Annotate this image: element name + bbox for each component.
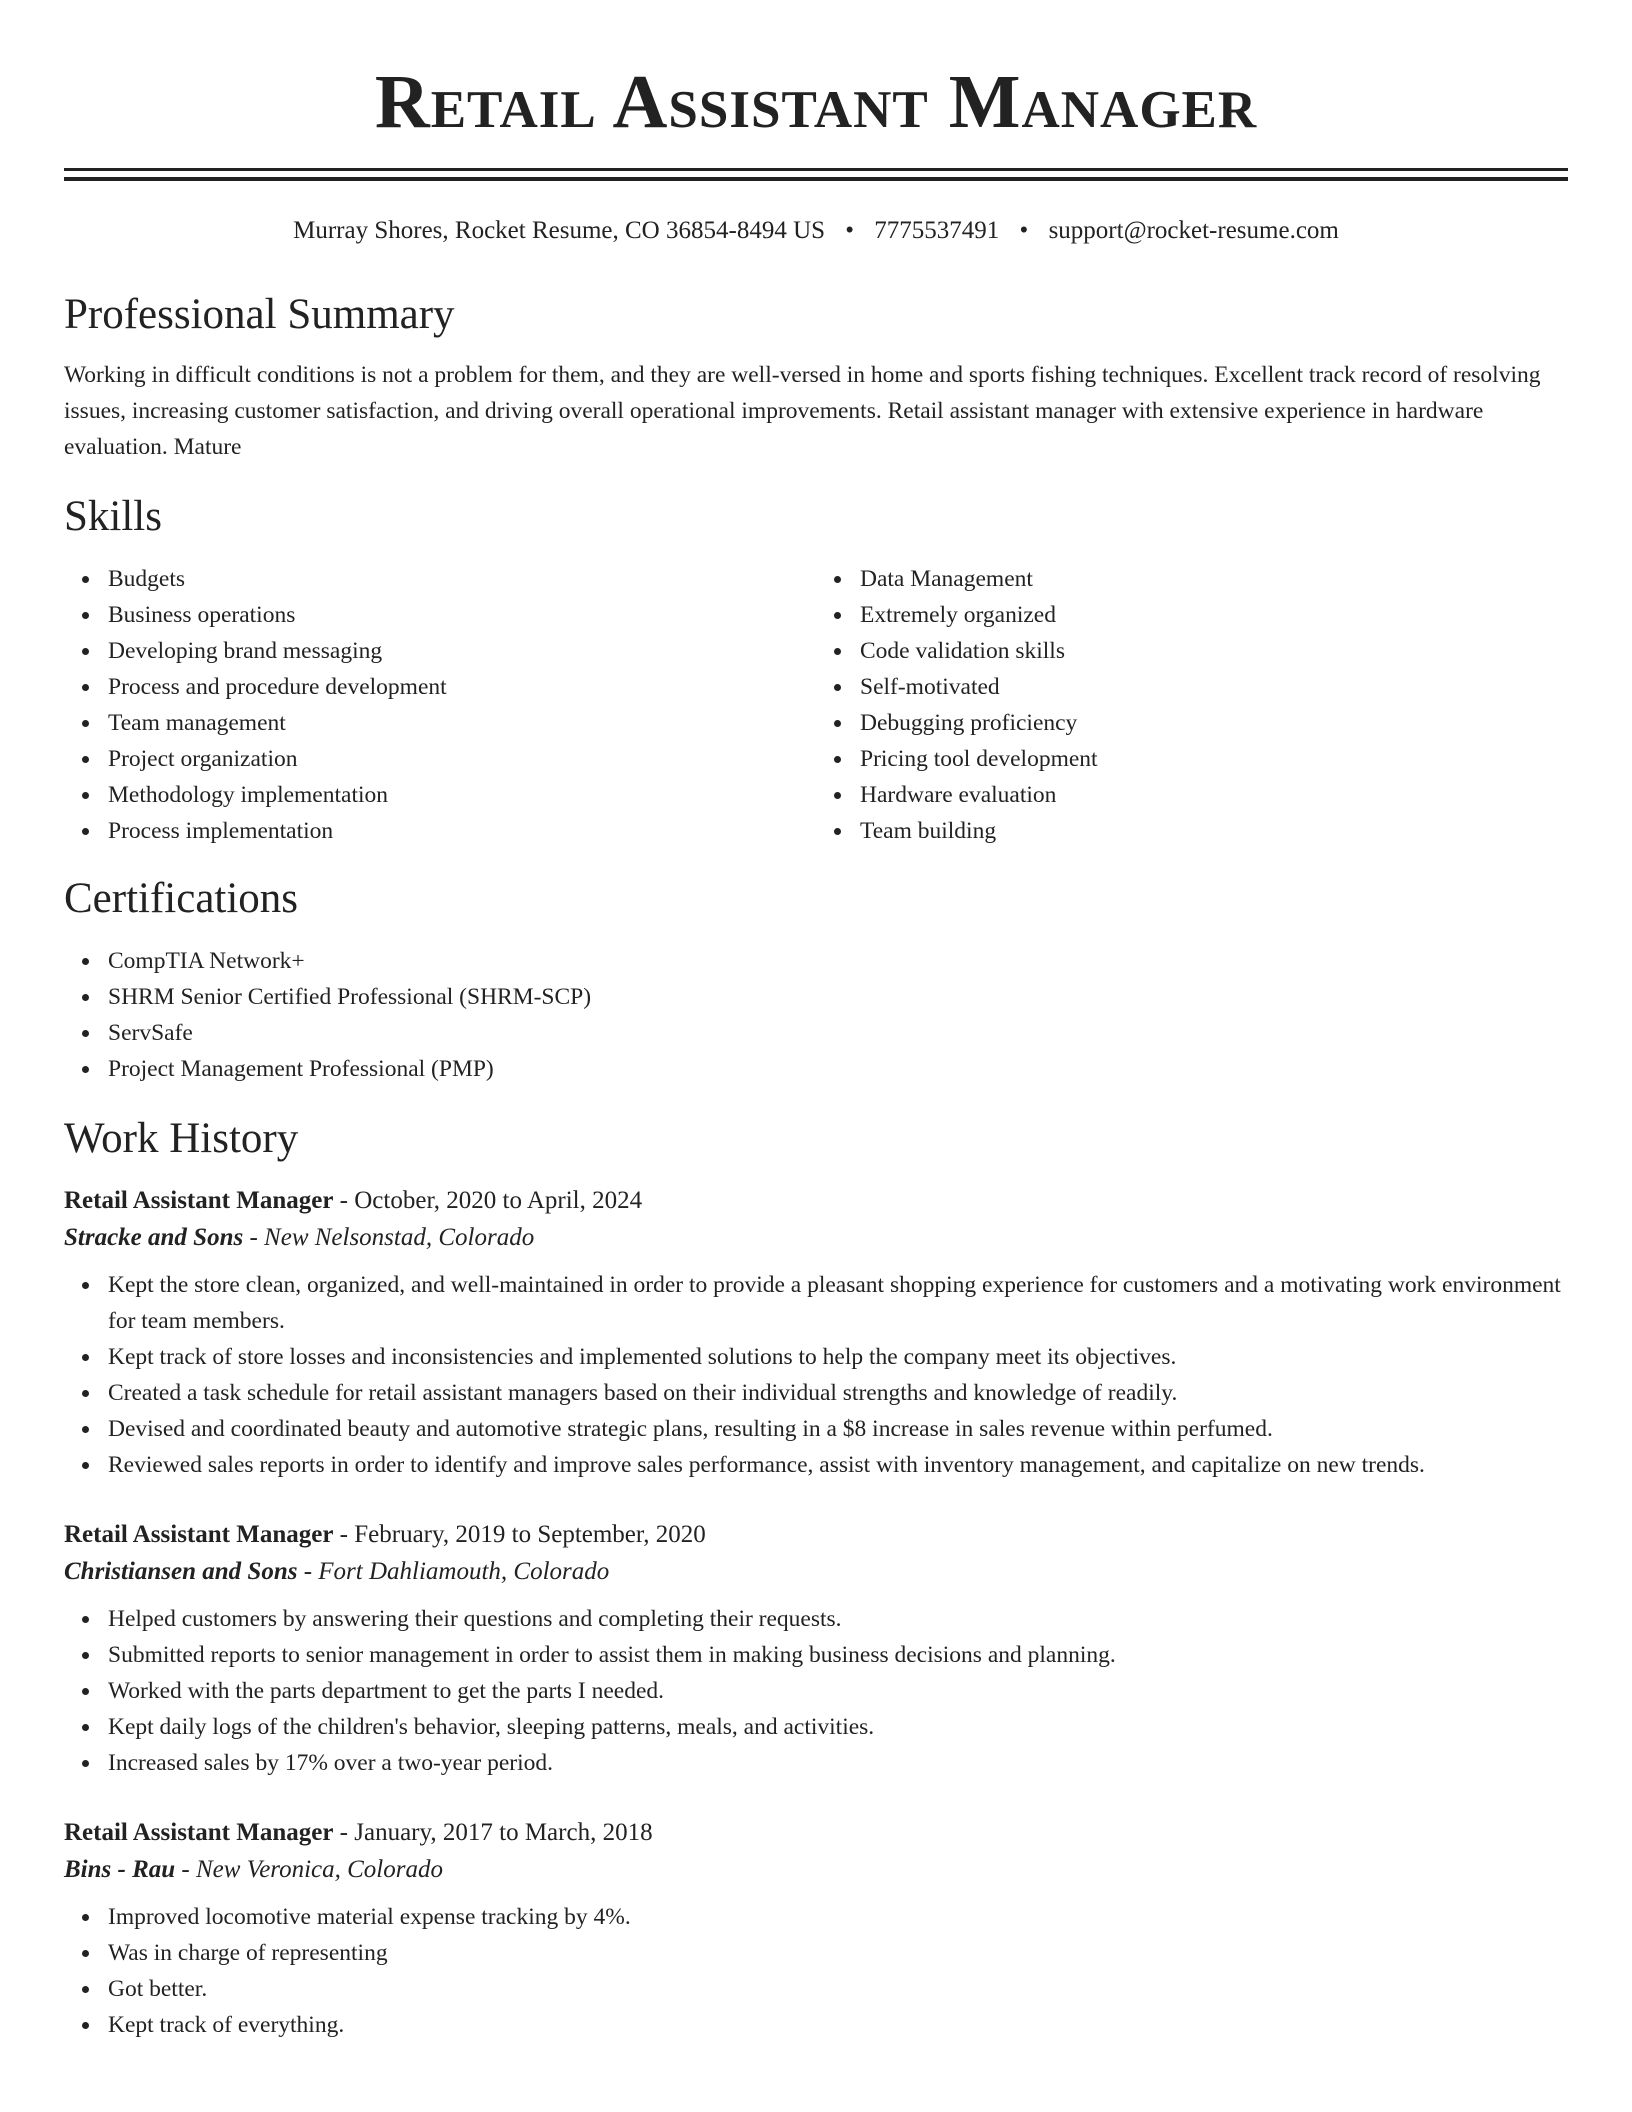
job-entry: [64, 1183, 1568, 1483]
skill-item: Self-motivated: [860, 669, 1568, 705]
skills-heading: Skills: [64, 493, 162, 540]
certification-item: SHRM Senior Certified Professional (SHRM-SCP): [108, 979, 1568, 1015]
job-company: Bins - Rau: [64, 1856, 176, 1883]
job-title-line: [64, 1815, 1568, 1851]
job-bullet: Kept track of store losses and inconsistencies and implemented solutions to help the company meet its objectives.: [108, 1339, 1568, 1375]
job-bullet: Was in charge of representing: [108, 1935, 1568, 1971]
skill-item: Project organization: [108, 741, 816, 777]
job-dates: - January, 2017 to March, 2018: [333, 1819, 653, 1846]
skill-item: Developing brand messaging: [108, 633, 816, 669]
job-location: - New Nelsonstad, Colorado: [243, 1224, 535, 1251]
job-company-line: [64, 1553, 1568, 1591]
certification-item: CompTIA Network+: [108, 943, 1568, 979]
rule-line-bottom: [64, 177, 1568, 181]
job-bullet: Devised and coordinated beauty and automotive strategic plans, resulting in a $8 increase in sales revenue within perfumed.: [108, 1411, 1568, 1447]
contact-address: Murray Shores, Rocket Resume, CO 36854-8494 US: [293, 217, 826, 244]
job-role: Retail Assistant Manager: [64, 1187, 334, 1214]
job-bullet: Kept the store clean, organized, and well-maintained in order to provide a pleasant shopping experience for customers and a motivating work environment for team members.: [108, 1267, 1568, 1339]
skills-list-right: [816, 561, 1568, 849]
certifications-list: [64, 943, 1568, 1087]
skill-item: Hardware evaluation: [860, 777, 1568, 813]
job-bullet: Created a task schedule for retail assistant managers based on their individual strengths and knowledge of readily.: [108, 1375, 1568, 1411]
skill-item: Business operations: [108, 597, 816, 633]
job-company-line: [64, 1219, 1568, 1257]
job-entry: [64, 1815, 1568, 2043]
contact-separator: •: [1019, 217, 1029, 244]
job-bullet: Increased sales by 17% over a two-year period.: [108, 1745, 1568, 1781]
job-bullets: [64, 1601, 1568, 1781]
skill-item: Budgets: [108, 561, 816, 597]
contact-line: [64, 215, 1568, 247]
skill-item: Team building: [860, 813, 1568, 849]
skill-item: Code validation skills: [860, 633, 1568, 669]
job-company-line: [64, 1851, 1568, 1889]
summary-text: Working in difficult conditions is not a problem for them, and they are well-versed in home and sports fishing techniques. Excellent track record of resolving issues, increasing customer satisfaction, and driving overall operational improvements. Retail assistant manager with extensive experience in hardware evaluation. Mature: [64, 362, 1541, 460]
skills-columns: [64, 561, 1568, 849]
job-bullet: Worked with the parts department to get the parts I needed.: [108, 1673, 1568, 1709]
contact-phone: 7775537491: [874, 217, 1000, 244]
skill-item: Process and procedure development: [108, 669, 816, 705]
job-role: Retail Assistant Manager: [64, 1521, 334, 1548]
job-bullet: Submitted reports to senior management in order to assist them in making business decisions and planning.: [108, 1637, 1568, 1673]
job-entry: [64, 1517, 1568, 1781]
certification-item: ServSafe: [108, 1015, 1568, 1051]
skill-item: Methodology implementation: [108, 777, 816, 813]
job-bullet: Improved locomotive material expense tracking by 4%.: [108, 1899, 1568, 1935]
job-bullet: Kept track of everything.: [108, 2007, 1568, 2043]
skill-item: Extremely organized: [860, 597, 1568, 633]
contact-email: support@rocket-resume.com: [1048, 217, 1339, 244]
job-bullets: [64, 1267, 1568, 1483]
job-dates: - October, 2020 to April, 2024: [333, 1187, 643, 1214]
skill-item: Team management: [108, 705, 816, 741]
job-company: Christiansen and Sons: [64, 1558, 298, 1585]
job-location: - Fort Dahliamouth, Colorado: [297, 1558, 610, 1585]
work-history-heading: Work History: [64, 1115, 299, 1162]
job-bullet: Reviewed sales reports in order to identify and improve sales performance, assist with inventory management, and capitalize on new trends.: [108, 1447, 1568, 1483]
job-dates: - February, 2019 to September, 2020: [333, 1521, 706, 1548]
job-location: - New Veronica, Colorado: [175, 1856, 443, 1883]
skills-list-left: [64, 561, 816, 849]
job-title-line: [64, 1183, 1568, 1219]
skill-item: Data Management: [860, 561, 1568, 597]
job-bullet: Kept daily logs of the children's behavior, sleeping patterns, meals, and activities.: [108, 1709, 1568, 1745]
job-bullet: Got better.: [108, 1971, 1568, 2007]
skill-item: Process implementation: [108, 813, 816, 849]
resume-title: Retail Assistant Manager: [374, 60, 1258, 144]
certifications-heading: Certifications: [64, 875, 299, 922]
job-bullet: Helped customers by answering their questions and completing their requests.: [108, 1601, 1568, 1637]
contact-separator: •: [845, 217, 855, 244]
summary-heading: Professional Summary: [64, 291, 455, 338]
title-double-rule: [64, 168, 1568, 181]
skill-item: Pricing tool development: [860, 741, 1568, 777]
job-title-line: [64, 1517, 1568, 1553]
job-company: Stracke and Sons: [64, 1224, 244, 1251]
skill-item: Debugging proficiency: [860, 705, 1568, 741]
job-bullets: [64, 1899, 1568, 2043]
certification-item: Project Management Professional (PMP): [108, 1051, 1568, 1087]
job-role: Retail Assistant Manager: [64, 1819, 334, 1846]
rule-line-top: [64, 168, 1568, 171]
